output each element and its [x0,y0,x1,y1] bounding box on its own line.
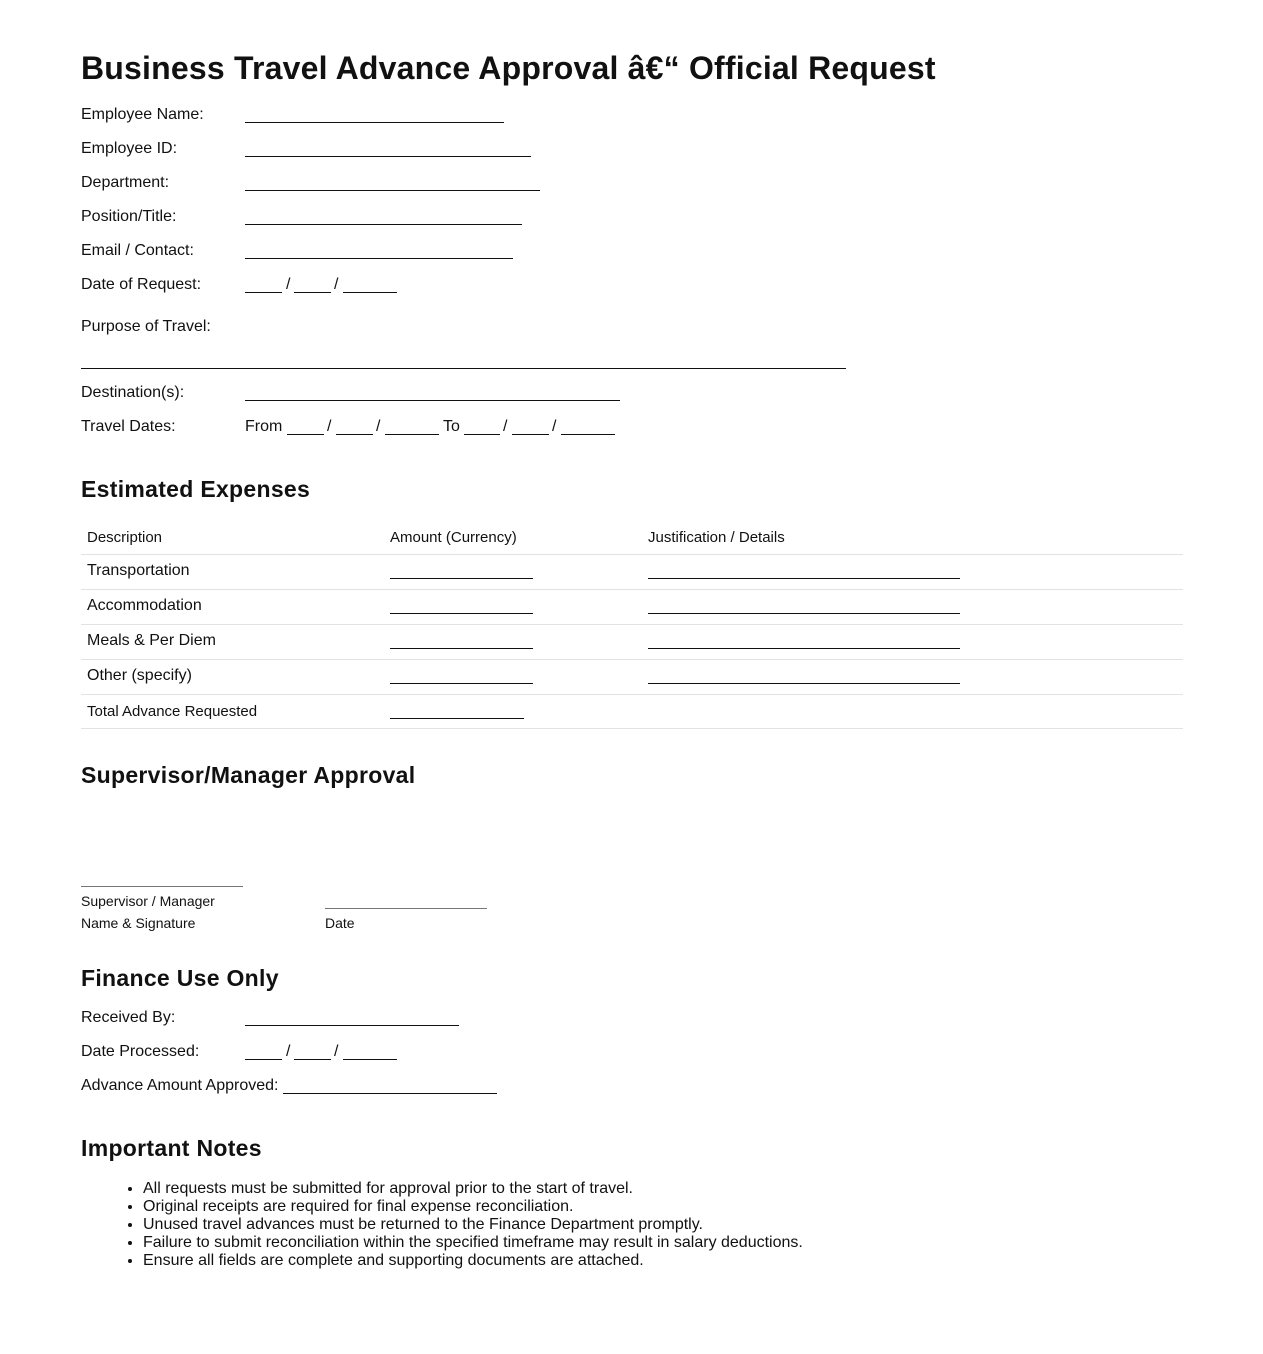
position-field[interactable] [245,224,522,225]
position-label: Position/Title: [81,208,177,225]
date-slash: / [376,418,381,435]
row-label-transportation: Transportation [87,562,190,579]
table-divider [81,728,1183,729]
date-slash: / [552,418,557,435]
department-field[interactable] [245,190,540,191]
employee-id-label: Employee ID: [81,140,178,157]
destinations-label: Destination(s): [81,384,185,401]
list-item: • Ensure all fields are complete and supporting documents are attached. [143,1252,803,1270]
table-divider [81,589,1183,590]
notes-heading: Important Notes [81,1135,262,1161]
to-label: To [443,418,460,435]
processed-year-blank[interactable] [343,1059,397,1060]
date-caption: Date [325,915,355,931]
travel-dates-label: Travel Dates: [81,418,176,435]
notes-list [81,1180,803,1270]
date-slash: / [327,418,332,435]
transportation-amount-field[interactable] [390,578,533,579]
email-field[interactable] [245,258,513,259]
column-header-amount: Amount (Currency) [390,529,517,546]
amount-approved-field[interactable] [283,1093,497,1094]
purpose-label: Purpose of Travel: [81,318,211,335]
list-item: • Unused travel advances must be returned to the Finance Department promptly. [143,1216,803,1234]
date-slash: / [503,418,508,435]
date-month-blank[interactable] [245,292,282,293]
meals-amount-field[interactable] [390,648,533,649]
signature-caption-line2: Name & Signature [81,915,196,931]
department-label: Department: [81,174,170,191]
total-amount-field[interactable] [390,718,524,719]
signature-caption-line1: Supervisor / Manager [81,893,215,909]
from-year-blank[interactable] [385,434,439,435]
list-item: • All requests must be submitted for approval prior to the start of travel. [143,1180,803,1198]
employee-name-label: Employee Name: [81,106,204,123]
row-label-other: Other (specify) [87,667,192,684]
list-item: • Original receipts are required for final expense reconciliation. [143,1198,803,1216]
date-slash: / [334,1043,339,1060]
accommodation-justification-field[interactable] [648,613,960,614]
to-year-blank[interactable] [561,434,615,435]
other-justification-field[interactable] [648,683,960,684]
from-label: From [245,418,283,435]
supervisor-signature-field[interactable] [81,886,243,887]
row-label-accommodation: Accommodation [87,597,202,614]
list-item: • Failure to submit reconciliation within the specified timeframe may result in salary deductions. [143,1234,803,1252]
table-divider [81,624,1183,625]
date-day-blank[interactable] [294,292,331,293]
processed-day-blank[interactable] [294,1059,331,1060]
purpose-field[interactable] [81,368,846,369]
amount-approved-label: Advance Amount Approved: [81,1077,279,1094]
from-month-blank[interactable] [287,434,324,435]
to-month-blank[interactable] [464,434,500,435]
date-slash: / [334,276,339,293]
from-day-blank[interactable] [336,434,373,435]
expenses-heading: Estimated Expenses [81,476,311,502]
transportation-justification-field[interactable] [648,578,960,579]
approval-heading: Supervisor/Manager Approval [81,762,416,788]
row-label-total: Total Advance Requested [87,703,258,720]
date-slash: / [286,1043,291,1060]
table-divider [81,694,1183,695]
to-day-blank[interactable] [512,434,549,435]
column-header-description: Description [87,529,163,546]
processed-month-blank[interactable] [245,1059,282,1060]
date-year-blank[interactable] [343,292,397,293]
other-amount-field[interactable] [390,683,533,684]
finance-heading: Finance Use Only [81,965,279,991]
date-processed-label: Date Processed: [81,1043,200,1060]
date-of-request-label: Date of Request: [81,276,202,293]
column-header-justification: Justification / Details [648,529,785,546]
employee-name-field[interactable] [245,122,504,123]
row-label-meals: Meals & Per Diem [87,632,216,649]
meals-justification-field[interactable] [648,648,960,649]
received-by-label: Received By: [81,1009,176,1026]
destinations-field[interactable] [245,400,620,401]
employee-id-field[interactable] [245,156,531,157]
supervisor-date-field[interactable] [325,908,487,909]
page-title: Business Travel Advance Approval â€“ Official Request [81,50,936,86]
table-divider [81,554,1183,555]
table-divider [81,659,1183,660]
received-by-field[interactable] [245,1025,459,1026]
date-slash: / [286,276,291,293]
accommodation-amount-field[interactable] [390,613,533,614]
email-label: Email / Contact: [81,242,194,259]
